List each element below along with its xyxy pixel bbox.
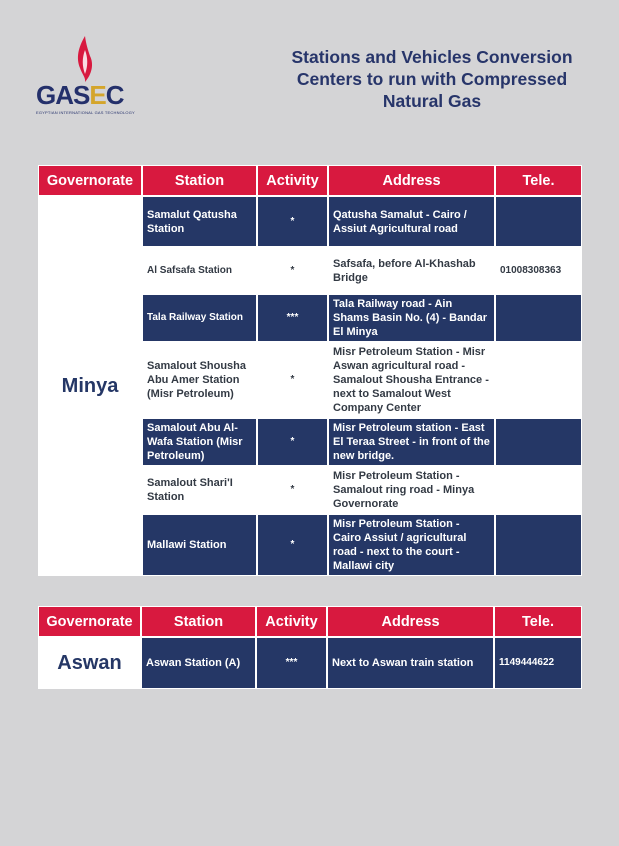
tele-cell <box>495 418 582 466</box>
col-tele: Tele. <box>495 165 582 196</box>
activity-cell: * <box>257 342 328 418</box>
address-cell: Misr Petroleum station - East El Teraa Street - in front of the new bridge. <box>328 418 495 466</box>
col-governorate: Governorate <box>38 165 142 196</box>
address-cell: Tala Railway road - Ain Shams Basin No. (4) - Bandar El Minya <box>328 294 495 342</box>
title-line-2: Centers to run with Compressed <box>296 69 568 89</box>
col-station: Station <box>142 165 257 196</box>
activity-cell: * <box>257 196 328 247</box>
tele-cell: 01008308363 <box>495 247 582 294</box>
address-cell: Safsafa, before Al-Khashab Bridge <box>328 247 495 294</box>
station-cell: Samalout Shari'I Station <box>142 466 257 514</box>
governorate-cell: Minya <box>38 196 142 576</box>
col-activity: Activity <box>256 606 327 637</box>
gastec-logo <box>36 36 136 118</box>
activity-cell: *** <box>257 294 328 342</box>
address-cell: Qatusha Samalut - Cairo / Assiut Agricultural road <box>328 196 495 247</box>
activity-cell: * <box>257 466 328 514</box>
activity-cell: *** <box>256 637 327 689</box>
col-tele: Tele. <box>494 606 582 637</box>
table-header-row <box>38 165 582 196</box>
station-cell: Al Safsafa Station <box>142 247 257 294</box>
tele-cell <box>495 342 582 418</box>
station-cell: Tala Railway Station <box>142 294 257 342</box>
logo-subtitle: EGYPTIAN INTERNATIONAL GAS TECHNOLOGY <box>36 110 135 115</box>
address-cell: Misr Petroleum Station - Samalout ring road - Minya Governorate <box>328 466 495 514</box>
activity-cell: * <box>257 418 328 466</box>
tele-cell <box>495 294 582 342</box>
tele-cell <box>495 466 582 514</box>
stations-table-aswan <box>38 606 582 689</box>
station-cell: Samalut Qatusha Station <box>142 196 257 247</box>
page-title <box>270 46 594 112</box>
table-header-row <box>38 606 582 637</box>
station-cell: Samalout Shousha Abu Amer Station (Misr Petroleum) <box>142 342 257 418</box>
title-line-1: Stations and Vehicles Conversion <box>291 47 573 67</box>
title-line-3: Natural Gas <box>382 91 482 111</box>
address-cell: Misr Petroleum Station - Cairo Assiut / agricultural road - next to the court - Mallawi city <box>328 514 495 576</box>
stations-table-minya <box>38 165 582 576</box>
col-governorate: Governorate <box>38 606 141 637</box>
address-cell: Misr Petroleum Station - Misr Aswan agricultural road - Samalout Shousha Entrance - next to Samalout West Company Center <box>328 342 495 418</box>
tele-cell: 1149444622 <box>494 637 582 689</box>
table-row <box>38 637 582 689</box>
table-row <box>38 196 582 247</box>
station-cell: Samalout Abu Al-Wafa Station (Misr Petroleum) <box>142 418 257 466</box>
tele-cell <box>495 514 582 576</box>
tele-cell <box>495 196 582 247</box>
flame-icon <box>74 36 96 82</box>
col-address: Address <box>327 606 494 637</box>
col-station: Station <box>141 606 256 637</box>
station-cell: Aswan Station (A) <box>141 637 256 689</box>
col-address: Address <box>328 165 495 196</box>
logo-wordmark: GASEC <box>36 80 124 110</box>
col-activity: Activity <box>257 165 328 196</box>
station-cell: Mallawi Station <box>142 514 257 576</box>
activity-cell: * <box>257 514 328 576</box>
governorate-cell: Aswan <box>38 637 141 689</box>
activity-cell: * <box>257 247 328 294</box>
address-cell: Next to Aswan train station <box>327 637 494 689</box>
